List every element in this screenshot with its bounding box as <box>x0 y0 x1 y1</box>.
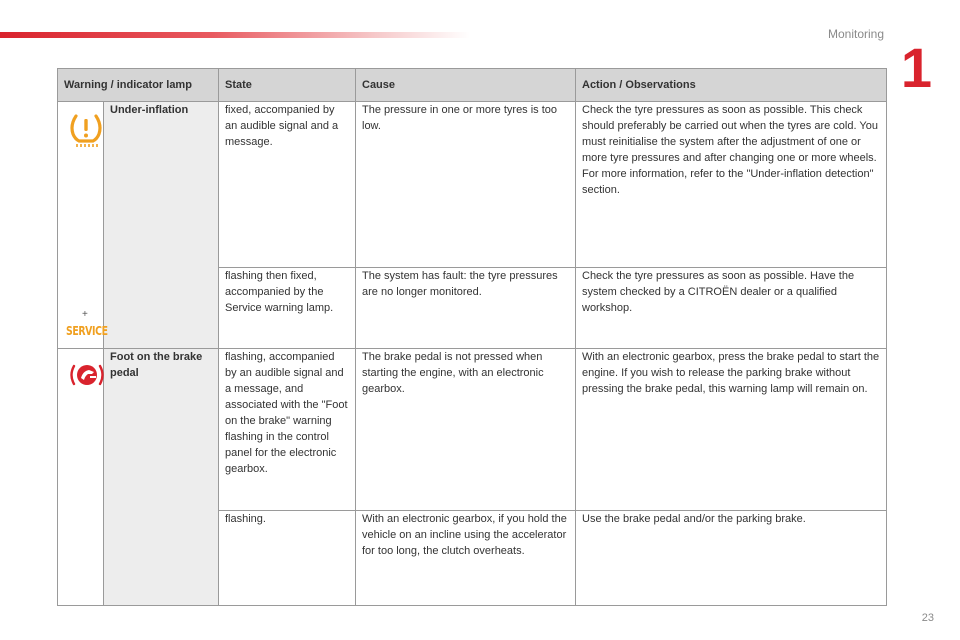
action-cell: Check the tyre pressures as soon as possible. This check should preferably be carried out when the tyres are cold. You must reinitialise the system after the adjustment of one or more tyre pressures and after changing one or more wheels. For more information, refer to the "Under-inflation detection" section. <box>576 102 887 268</box>
foot-on-brake-icon <box>68 361 106 389</box>
under-inflation-icons-cell <box>58 102 108 349</box>
header-action: Action / Observations <box>576 69 887 102</box>
cause-cell: The system has fault: the tyre pressures are no longer monitored. <box>356 267 576 348</box>
foot-on-brake-icons-cell <box>58 349 104 606</box>
table-row <box>58 349 887 511</box>
plus-sign: + <box>82 309 88 320</box>
page-number: 23 <box>921 612 934 624</box>
cause-cell: The brake pedal is not pressed when starting the engine, with an electronic gearbox. <box>356 349 576 511</box>
table-row <box>58 102 887 268</box>
header-cause: Cause <box>356 69 576 102</box>
header-state: State <box>219 69 356 102</box>
action-cell: Use the brake pedal and/or the parking brake. <box>576 510 887 605</box>
under-inflation-label: Under-inflation <box>104 102 219 349</box>
state-cell: flashing, accompanied by an audible signal and a message, and associated with the "Foot on the brake" warning flashing in the control panel for the electronic gearbox. <box>219 349 356 511</box>
foot-on-brake-label: Foot on the brake pedal <box>104 349 219 606</box>
service-warning-icon: SERVICE <box>66 324 108 338</box>
section-title: Monitoring <box>827 27 884 41</box>
tyre-pressure-warning-icon <box>69 112 103 148</box>
header-accent-bar <box>0 32 470 38</box>
state-cell: fixed, accompanied by an audible signal and a message. <box>219 102 356 268</box>
cause-cell: With an electronic gearbox, if you hold the vehicle on an incline using the accelerator for too long, the clutch overheats. <box>356 510 576 605</box>
cause-cell: The pressure in one or more tyres is too low. <box>356 102 576 268</box>
table-header-row <box>58 69 887 102</box>
action-cell: With an electronic gearbox, press the brake pedal to start the engine. If you wish to release the parking brake without pressing the brake pedal, this warning lamp will remain on. <box>576 349 887 511</box>
action-cell: Check the tyre pressures as soon as possible. Have the system checked by a CITROËN dealer or a qualified workshop. <box>576 267 887 348</box>
state-cell: flashing. <box>219 510 356 605</box>
warning-lamps-table <box>57 68 887 606</box>
header-warning: Warning / indicator lamp <box>58 69 219 102</box>
state-cell: flashing then fixed, accompanied by the Service warning lamp. <box>219 267 356 348</box>
chapter-number: 1 <box>900 36 932 99</box>
